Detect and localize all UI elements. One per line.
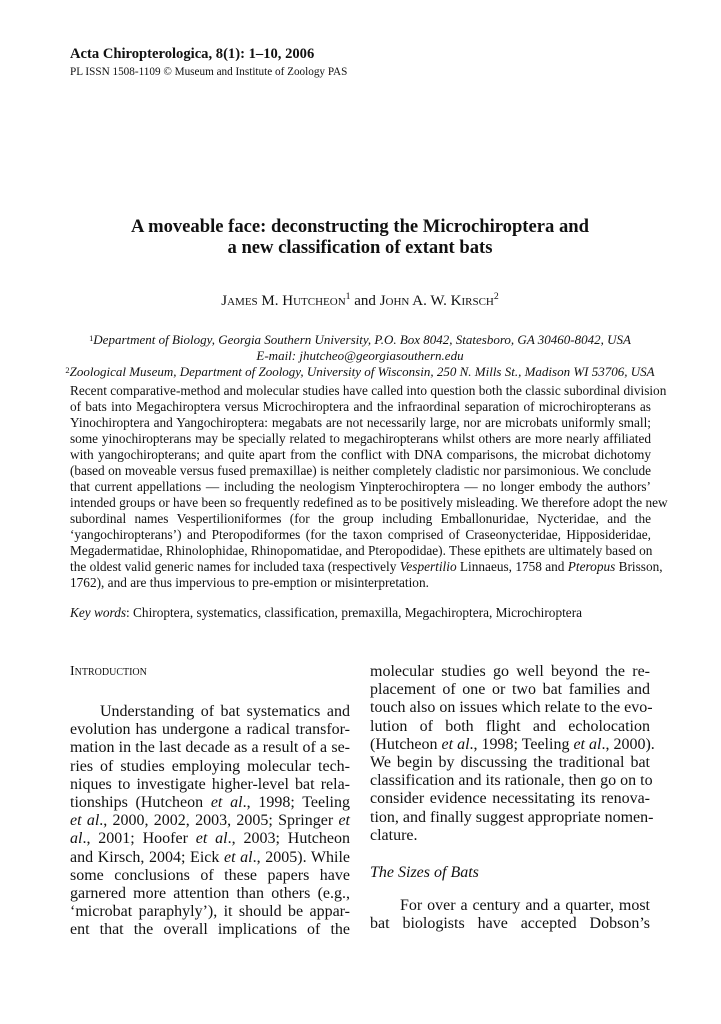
italic-text: al: [70, 830, 83, 848]
text-line: Understanding of bat systematics and: [100, 702, 350, 720]
text-line: the oldest valid generic names for included taxa (respectively Vespertilio Linnaeus, 1758 and Pteropus Brisson,: [70, 559, 663, 574]
text-line: some yinochiropterans may be specially related to megachiropterans whilst others are more nearly affiliated: [70, 431, 651, 446]
affiliation-text: Department of Biology, Georgia Southern University, P.O. Box 8042, Statesboro, GA 30460-8042, USA: [93, 332, 631, 347]
text-line: consider evidence necessitating its renova-: [370, 790, 650, 808]
text-line: touch also on issues which relate to the evo-: [370, 699, 653, 717]
section-heading: Introduction: [70, 664, 147, 679]
paragraph: [70, 703, 350, 940]
text-line: bat biologists have accepted Dobson’s: [370, 915, 650, 933]
affiliations: [60, 332, 660, 380]
text-line: some conclusions of these papers have: [70, 866, 350, 884]
italic-text: et al: [441, 735, 470, 753]
text-line: For over a century and a quarter, most: [400, 897, 650, 915]
affil-mark: 2: [65, 365, 70, 376]
text-line: and Kirsch, 2004; Eick et al., 2005). While: [70, 848, 350, 866]
affiliation-2: [60, 364, 660, 380]
text-line: lution of both flight and echolocation: [370, 717, 650, 735]
text-line: that current appellations — including the neologism Yinpterochiroptera — no longer embody the authors’: [70, 479, 651, 494]
text-line: ries of studies employing molecular tech-: [70, 757, 350, 775]
affiliation-text: Zoological Museum, Department of Zoology, University of Wisconsin, 250 N. Mills St., Madison WI 53706, USA: [69, 364, 655, 379]
title-line: a new classification of extant bats: [227, 237, 493, 258]
text-line: clature.: [370, 826, 418, 844]
text-line: et al., 2000, 2002, 2003, 2005; Springer et: [70, 812, 350, 830]
author-list: [60, 293, 660, 310]
journal-citation: Acta Chiropterologica, 8(1): 1–10, 2006: [70, 46, 315, 62]
text-line: niques to investigate higher-level bat rela-: [70, 775, 350, 793]
author-affil-mark: 1: [345, 291, 351, 303]
text-line: ‘yangochiropterans’) and Pteropodiformes (for the taxon comprised of Craseonycteridae, Hipposideridae,: [70, 527, 651, 542]
text-line: with yangochiropterans; and quite apart from the conflict with DNA comparisons, the microbat dichotomy: [70, 447, 651, 462]
keywords-text: : Chiroptera, systematics, classification, premaxilla, Megachiroptera, Microchiroptera: [126, 605, 583, 620]
paragraph: [370, 897, 650, 933]
right-column: [370, 663, 655, 934]
italic-text: et al: [573, 735, 602, 753]
text-line: molecular studies go well beyond the re-: [370, 663, 650, 680]
text-line: intended groups or have been so frequently redefined as to be positively misleading. We therefore adopt the new: [70, 495, 668, 510]
left-column: [70, 663, 350, 940]
keywords: [70, 605, 582, 621]
text-line: tion, and finally suggest appropriate nomen-: [370, 808, 654, 826]
italic-text: et al: [195, 830, 228, 848]
paragraph: [370, 663, 655, 845]
italic-text: et al: [210, 794, 243, 811]
text-line: placement of one or two bat families and: [370, 681, 650, 699]
issn-line: PL ISSN 1508-1109 © Museum and Institute of Zoology PAS: [70, 66, 348, 78]
text-line: (based on moveable versus fused premaxillae) is neither completely cladistic nor parsimonious. We conclude: [70, 463, 651, 478]
author-conjunction: and: [350, 293, 380, 309]
affiliation-1: [60, 332, 660, 348]
subsection-heading: The Sizes of Bats: [370, 864, 479, 882]
paper-title: [60, 216, 660, 258]
text-line: tionships (Hutcheon et al., 1998; Teeling: [70, 794, 350, 811]
italic-text: et: [338, 812, 350, 830]
text-line: ent that the overall implications of the: [70, 921, 350, 939]
text-line: 1762), and are thus impervious to pre-emption or misinterpretation.: [70, 575, 429, 590]
text-line: We begin by discussing the traditional bat: [370, 754, 650, 772]
text-line: evolution has undergone a radical transfor-: [70, 721, 350, 739]
text-line: ‘microbat paraphyly’), it should be appar-: [70, 903, 350, 921]
title-line: A moveable face: deconstructing the Microchiroptera and: [131, 216, 589, 237]
affil-mark: 1: [89, 333, 94, 344]
italic-text: Pteropus: [567, 559, 616, 574]
text-line: Yinochiroptera and Yangochiroptera: megabats are not necessarily large, nor are microbats uniformly small;: [70, 415, 651, 430]
text-line: Recent comparative-method and molecular studies have called into question both the classic subordinal division: [70, 383, 667, 398]
text-line: classification and its rationale, then go on to: [370, 772, 653, 790]
keywords-label: Key words: [70, 605, 127, 620]
text-line: mation in the last decade as a result of a se-: [70, 739, 350, 757]
italic-text: et al: [224, 848, 253, 866]
italic-text: Vespertilio: [399, 559, 457, 574]
italic-text: et al: [70, 812, 100, 830]
abstract: [70, 383, 668, 591]
author-name: James M. Hutcheon: [221, 293, 346, 309]
text-line: of bats into Megachiroptera versus Microchiroptera and the infraordinal separation of microchiropterans as: [70, 399, 651, 414]
text-line: Megadermatidae, Rhinolophidae, Rhinopomatidae, and Pteropodidae). These epithets are ultimately based on: [70, 543, 653, 558]
author-affil-mark: 2: [493, 291, 499, 303]
text-line: garnered more attention than others (e.g.,: [70, 885, 350, 903]
text-line: al., 2001; Hoofer et al., 2003; Hutcheon: [70, 830, 350, 848]
author-email: E-mail: jhutcheo@georgiasouthern.edu: [256, 348, 464, 363]
text-line: (Hutcheon et al., 1998; Teeling et al., 2000).: [370, 735, 655, 753]
author-name: John A. W. Kirsch: [379, 293, 494, 309]
text-line: subordinal names Vespertilioniformes (for the group including Emballonuridae, Nycteridae, and the: [70, 511, 651, 526]
